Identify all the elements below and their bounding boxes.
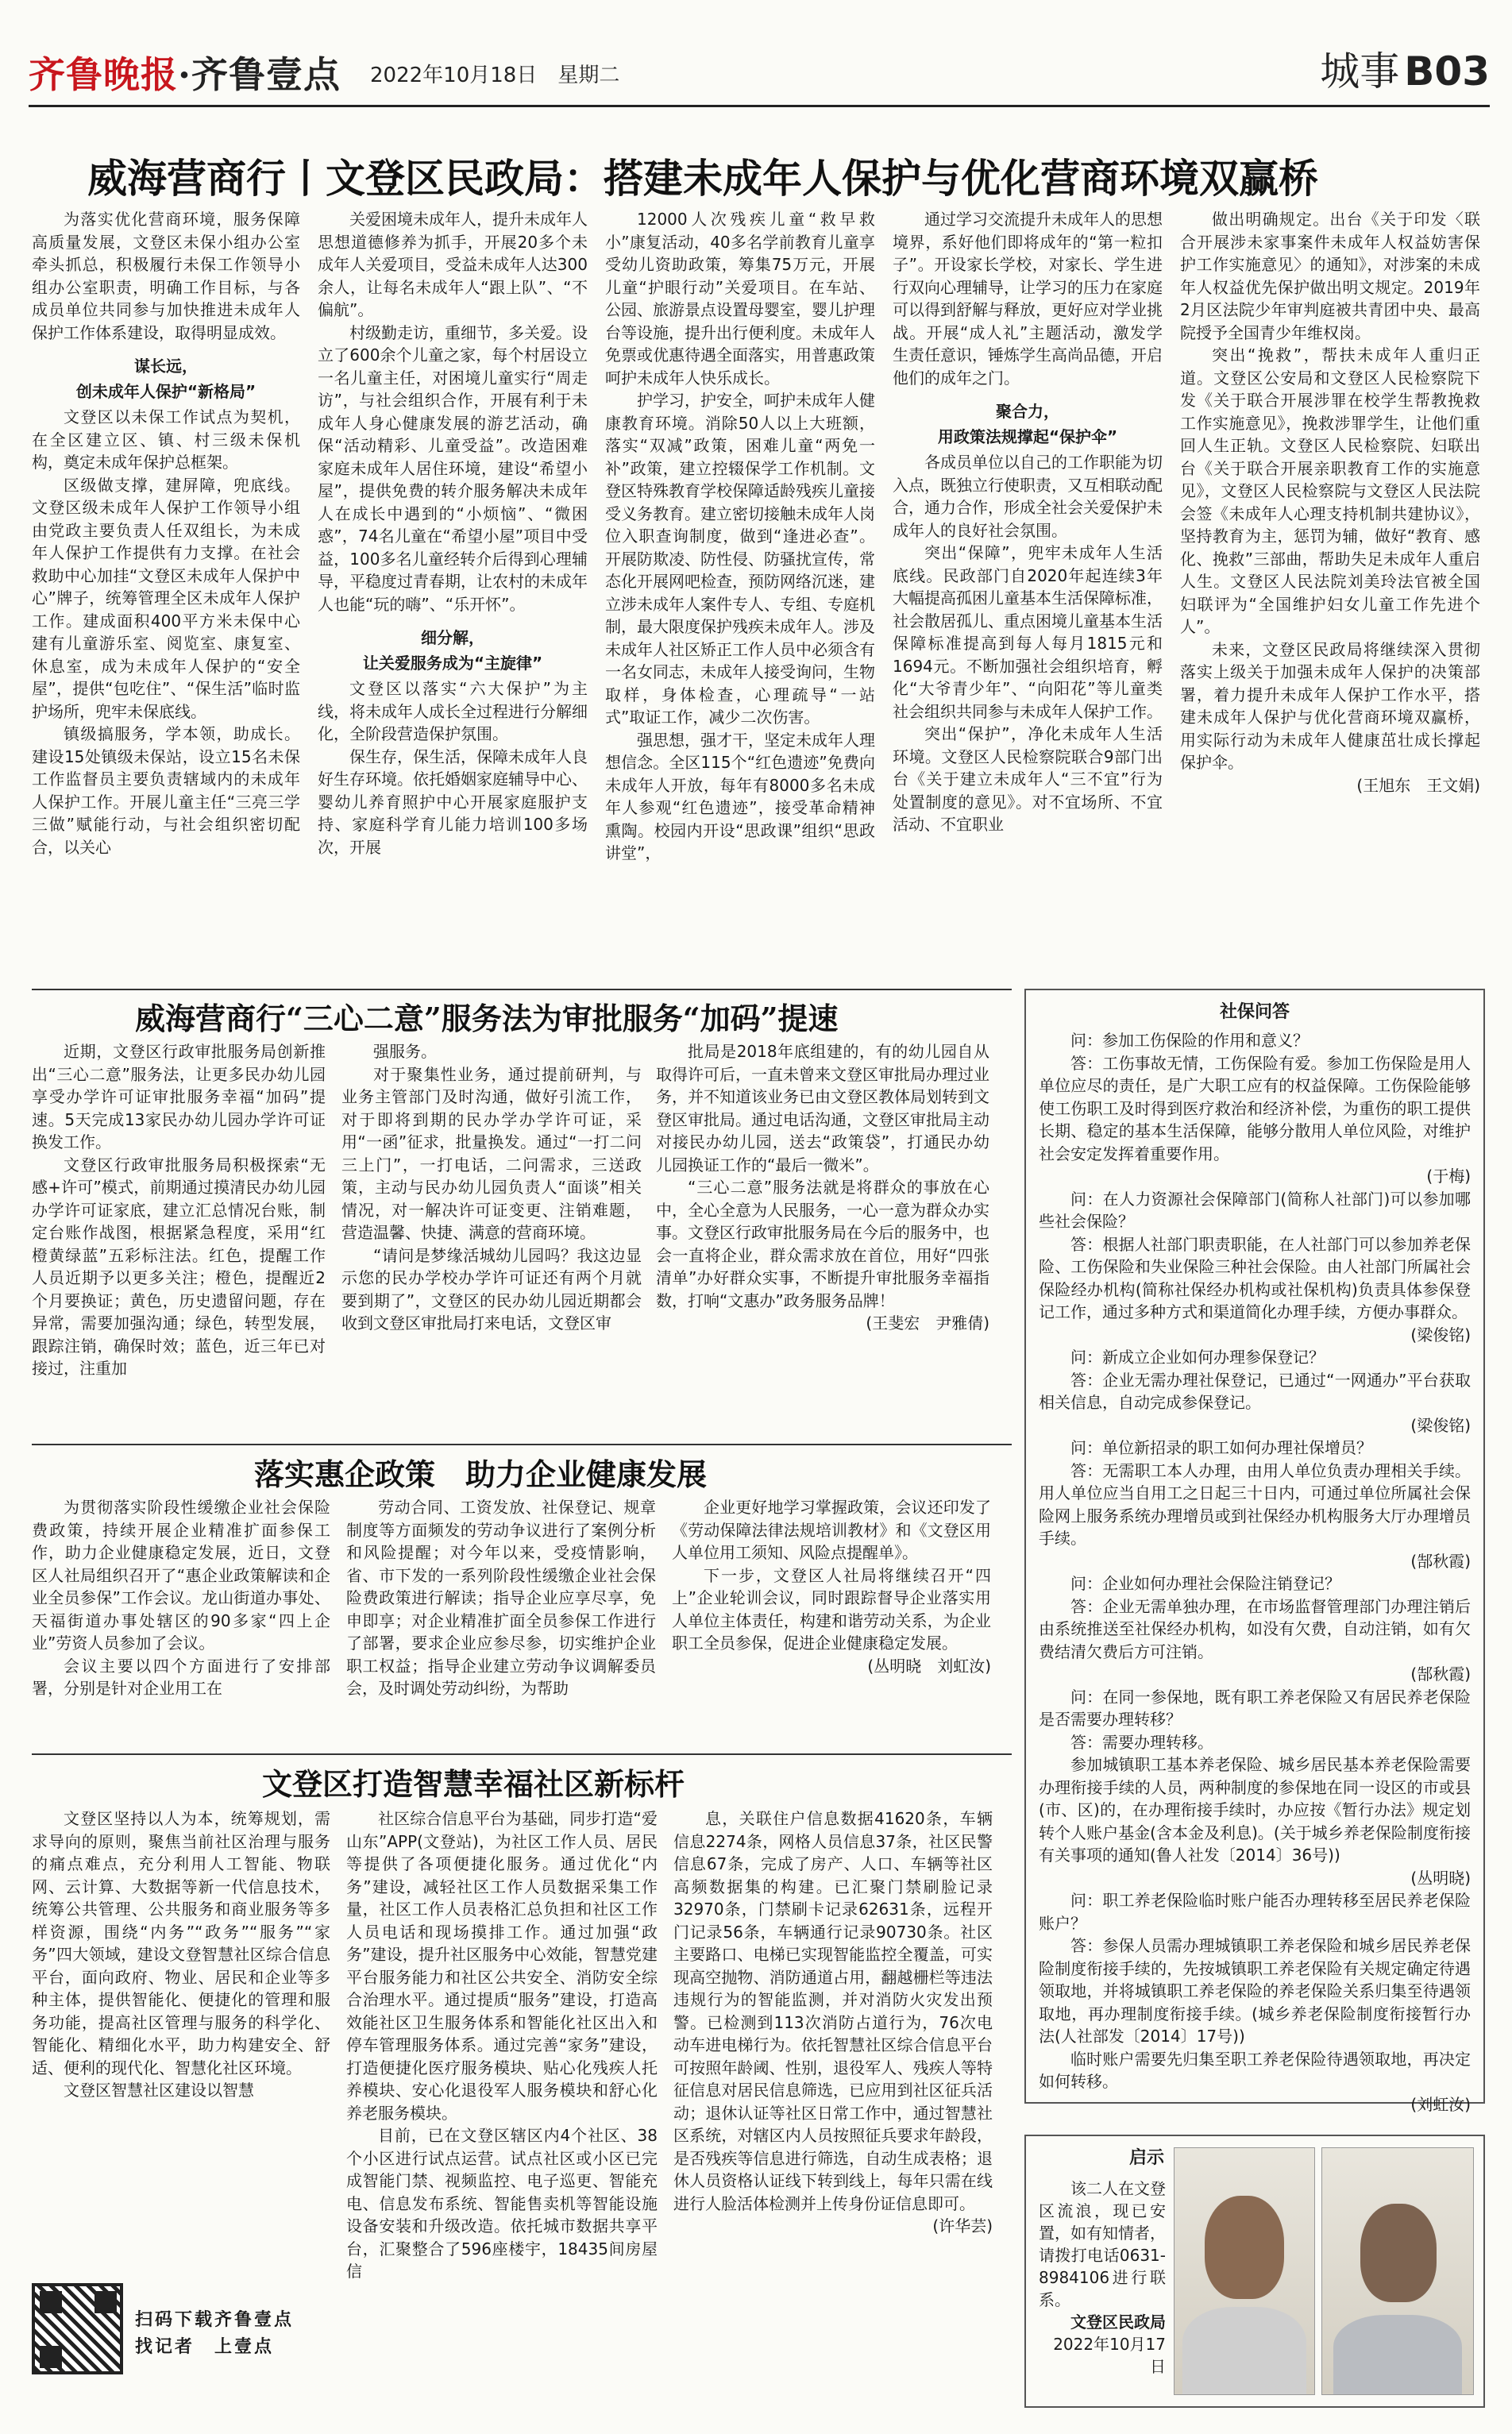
person-photo-2 (1321, 2147, 1474, 2395)
article4-byline: (许华芸) (932, 2216, 993, 2235)
qa-item: 问：参加工伤保险的作用和意义？ 答：工伤事故无情，工伤保险有爱。参加工伤保险是用人单位应尽的责任，是广大职工应有的权益保障。工伤保险能够使工伤职工及时得到医疗救治和经济补偿，为重伤的职工提供长期、稳定的基本生活保障，能够分散用人单位风险，对维护社会安定发挥着重要作用。 (于梅) (1039, 1031, 1471, 1186)
qa-list (1026, 1029, 1483, 2116)
article3-col2: 劳动合同、工资发放、社保登记、规章制度等方面频发的劳动争议进行了案例分析和风险提醒；对今年以来，受疫情影响，省、市下发的一系列阶段性缓缴企业社会保险费政策进行解读；指导企业应享尽享，免申即享；对企业精准扩面全员参保工作进行了部署，要求企业应参尽参，切实维护企业职工权益；指导企业建立劳动争议调解委员会，及时调处劳动纠纷，为帮助 (346, 1498, 656, 1698)
article4-title: 文登区打造智慧幸福社区新标杆 (262, 1766, 685, 1802)
qa-item: 问：新成立企业如何办理参保登记？ 答：企业无需办理社保登记，已通过“一网通办”平台获取相关信息，自动完成参保登记。 (梁俊铭) (1039, 1348, 1471, 1435)
qr-code-icon[interactable] (32, 2283, 123, 2374)
article1-title: 威海营商行丨文登区民政局：搭建未成年人保护与优化营商环境双赢桥 (87, 155, 1318, 202)
section-label: 城事 B03 (1320, 48, 1490, 95)
article4-col3: 息，关联住户信息数据41620条，车辆信息2274条，网格人员信息37条，社区民警信息67条，完成了房产、人口、车辆等社区高频数据集的构建。已汇聚门禁刷脸记录32970条，门禁刷卡记录62631条，远程开门记录56条，车辆通行记录90730条。社区主要路口、电梯已实现智能监控全覆盖，可实现高空抛物、消防通道占用，翻越栅栏等违法违规行为的智能监测，并对消防火灾发出预警。已检测到113次消防占道行为，76次电动车进电梯行为。依托智慧社区综合信息平台可按照年龄阈、性别，退役军人、残疾人等特征信息对居民信息筛选，已应用到社区征兵活动；退休认证等社区日常工作中，通过智慧社区系统，对辖区内人员按照征兵要求年龄段，是否残疾等信息进行筛选，自动生成表格；退休人员资格认证线下转到线上，每年只需在线进行人脸活体检测并上传身份证信息即可。 (许华芸) (673, 1807, 993, 2411)
article2-byline: (王斐宏 尹雅倩) (866, 1313, 989, 1333)
article1-col5: 做出明确规定。出台《关于印发〈联合开展涉未家事案件未成年人权益妨害保护工作实施意见〉的通知》，对涉案的未成年人权益优先保护做出明文规定。2019年2月区法院少年审判庭被共青团中央、最高院授予全国青少年维权岗。 突出“挽救”，帮扶未成年人重归正道。文登区公安局和文登区人民检察院下发《关于联合开展涉罪在校学生帮教挽救工作实施意见》，挽救涉罪学生，让他们重回人生正轨。文登区人民检察院、妇联出台《关于联合开展亲职教育工作的实施意见》，文登区人民检察院与文登区人民法院会签《未成年人心理支持机制共建协议》，坚持教育为主，惩罚为辅，做好“教育、感化、挽救”三部曲，帮助失足未成年人重启人生。文登区人民法院刘美玲法官被全国妇联评为“全国维护妇女儿童工作先进个人”。 未来，文登区民政局将继续深入贯彻落实上级关于加强未成年人保护的决策部署，着力提升未成年人保护工作水平，搭建未成年人保护与优化营商环境双赢桥，用实际行动为未成年人健康茁壮成长撑起保护伞。 (王旭东 王文娟) (1180, 208, 1480, 986)
qa-item: 问：在人力资源社会保障部门(简称人社部门)可以参加哪些社会保险？ 答：根据人社部门职责职能，在人社部门可以参加养老保险、工伤保险和失业保险三种社会保险。由人社部门所属社会保险经办机构(简称社保经办机构或社保机构)负责具体参保登记工作，通过多种方式和渠道简化办理手续，方便办事群众。 (梁俊铭) (1039, 1189, 1471, 1344)
masthead (29, 25, 1490, 107)
issue-date: 2022年10月18日 星期二 (370, 64, 620, 87)
article2-col2: 强服务。 对于聚集性业务，通过提前研判，与业务主管部门及时沟通，做好引流工作，对于即将到期的民办学办学许可证，采用“一函”征求，批量换发。通过“一打二问三上门”，一打电话，二问需求，三送政策，主动与民办幼儿园负责人“面谈”相关情况，对一解决许可证变更、注销难题，营造温馨、快捷、满意的营商环境。 “请问是梦缘活城幼儿园吗？我这边显示您的民办学校办学许可证还有两个月就要到期了”，文登区的民办幼儿园近期都会收到文登区审批局打来电话，文登区审 (341, 1042, 642, 1333)
article2-title: 威海营商行“三心二意”服务法为审批服务“加码”提速 (135, 1001, 839, 1036)
notice-title: 启示 (1129, 2148, 1165, 2168)
notice-body: 该二人在文登区流浪，现已安置，如有知情者，请拨打电话0631-8984106进行联系。 文登区民政局 2022年10月17日 (1039, 2179, 1166, 2376)
article2-col1: 近期，文登区行政审批服务局创新推出“三心二意”服务法，让更多民办幼儿园享受办学许可证审批服务幸福“加码”提速。5天完成13家民办幼儿园办学许可证换发工作。 文登区行政审批服务局积极探索“无感+许可”模式，前期通过摸清民办幼儿园办学许可证家底，建立汇总情况台账，制定台账作战图，根据紧急程度，采用“红橙黄绿蓝”五彩标注法。红色，提醒工作人员近期予以更多关注；橙色，提醒近2个月要换证；黄色，历史遗留问题，存在异常，需要加强沟通；绿色，转型发展，跟踪注销，确保时效；蓝色，近三年已对接过，注重加 (32, 1042, 326, 1378)
article1-col2: 关爱困境未成年人，提升未成年人思想道德修养为抓手，开展20多个未成年人关爱项目，受益未成年人达300余人，让每名未成年人“跟上队”、“不偏航”。 村级勤走访，重细节，多关爱。设立了600余个儿童之家，每个村居设立一名儿童主任，对困境儿童实行“周走访”，与社会组织合作，开展有利于未成年人身心健康发展的游艺活动，确保“活动精彩、儿童受益”。改造困难家庭未成年人居住环境，建设“希望小屋”，提供免费的转介服务解决未成年人在成长中遇到的“小烦恼”、“微困惑”，74名儿童在“希望小屋”项目中受益，100多名儿童经转介后得到心理辅导，平稳度过青春期，让农村的未成年人也能“玩的嗨”、“乐开怀”。 细分解， 让关爱服务成为“主旋律” 文登区以落实“六大保护”为主线，将未成年人成长全过程进行分解细化，全阶段营造保护氛围。 保生存，保生活，保障未成年人良好生存环境。依托婚姻家庭辅导中心、婴幼儿养育照护中心开展家庭服护支持、家庭科学育儿能力培训100多场次，开展 (318, 210, 588, 857)
qa-item: 问：在同一参保地，既有职工养老保险又有居民养老保险是否需要办理转移？ 答：需要办理转移。 参加城镇职工基本养老保险、城乡居民基本养老保险需要办理衔接手续的人员，两种制度的参保地在同一设区的市或县(市、区)的，在办理衔接手续时，办应按《暂行办法》规定划转个人账户基金(含本金及利息)。(关于城乡养老保险制度衔接有关事项的通知(鲁人社发〔2014〕36号)) (丛明晓) (1039, 1687, 1471, 1888)
qa-item: 问：单位新招录的职工如何办理社保增员？ 答：无需职工本人办理，由用人单位负责办理相关手续。用人单位应当自用工之日起三十日内，可通过单位所属社会保险网上服务系统办理增员或到社保经办机构服务大厅办理增员手续。 (郜秋霞) (1039, 1438, 1471, 1571)
article1-col3: 12000人次残疾儿童“救早救小”康复活动，40多名学前教育儿童享受幼儿资助政策，筹集75万元，开展儿童“护眼行动”关爱项目。在车站、公园、旅游景点设置母婴室，婴儿护理台等设施，提升出行便利度。未成年人免票或优惠待遇全面落实，用普惠政策呵护未成年人快乐成长。 护学习，护安全，呵护未成年人健康教育环境。消除50人以上大班额，落实“双减”政策，困难儿童“两免一补”政策，建立控辍保学工作机制。文登区特殊教育学校保障适龄残疾儿童接受义务教育。建立密切接触未成年人岗位入职查询制度，做到“逢进必查”。开展防欺凌、防性侵、防骚扰宣传，常态化开展网吧检查，预防网络沉迷，建立涉未成年人案件专人、专组、专庭机制，最大限度保护残疾未成年人。涉及未成年人社区矫正工作人员中必须含有一名女同志，未成年人接受询问，生物取样，身体检查，心理疏导“一站式”取证工作，减少二次伤害。 强思想，强才干，坚定未成年人理想信念。全区115个“红色遗迹”免费向未成年人开放，每年有8000多名未成年人参观“红色遗迹”，接受革命精神熏陶。校园内开设“思政课”组织“思政讲堂”， (605, 210, 875, 862)
article3-col1: 为贯彻落实阶段性缓缴企业社会保险费政策，持续开展企业精准扩面参保工作，助力企业健康稳定发展，近日，文登区人社局组织召开了“惠企业政策解读和企业全员参保”工作会议。龙山街道办事处、天福街道办事处辖区的90多家“四上企业”劳资人员参加了会议。 会议主要以四个方面进行了安排部署，分别是针对企业用工在 (32, 1498, 330, 1698)
divider (32, 1753, 1012, 1755)
newspaper-logo: 齐鲁晚报·齐鲁壹点 (29, 53, 341, 96)
person-photo-1 (1174, 2147, 1315, 2395)
article2-col3: 批局是2018年底组建的，有的幼儿园自从取得许可后，一直未曾来文登区审批局办理过业务，并不知道该业务已由文登区教体局划转到文登区审批局。通过电话沟通，文登区审批局主动对接民办幼儿园，送去“政策袋”，打通民办幼儿园换证工作的“最后一微米”。 “三心二意”服务法就是将群众的事放在心中，全心全意为人民服务，一心一意为群众办实事。文登区行政审批服务局在今后的服务中，也会一直将企业，群众需求放在首位，用好“四张清单”办好群众实事，不断提升审批服务幸福指数，打响“文惠办”政务服务品牌！ (王斐宏 尹雅倩) (656, 1040, 989, 1453)
article1-col4: 通过学习交流提升未成年人的思想境界，系好他们即将成年的“第一粒扣子”。开设家长学校，对家长、学生进行双向心理辅导，让学习的压力在家庭可以得到舒解与释放，更好应对学业挑战。开展“成人礼”主题活动，激发学生责任意识，锤炼学生高尚品德，开启他们的成年之门。 聚合力， 用政策法规撑起“保护伞” 各成员单位以自己的工作职能为切入点，既独立行使职责，又互相联动配合，通力合作，形成全社会关爱保护未成年人的良好社会氛围。 突出“保障”，兜牢未成年人生活底线。民政部门自2020年起连续3年大幅提高孤困儿童基本生活保障标准，社会散居孤儿、重点困境儿童基本生活保障标准提高到每人每月1815元和1694元。不断加强社会组织培育，孵化“大爷青少年”、“向阳花”等儿童类社会组织共同参与未成年人保护工作。 突出“保护”，净化未成年人生活环境。文登区人民检察院联合9部门出台《关于建立未成年人“三不宜”行为处置制度的意见》。对不宜场所、不宜活动、不宜职业 (893, 210, 1163, 834)
article3-title: 落实惠企政策 助力企业健康发展 (254, 1456, 708, 1492)
qa-box (1024, 989, 1485, 2114)
qa-item: 问：企业如何办理社会保险注销登记？ 答：企业无需单独办理，在市场监督管理部门办理注销后由系统推送至社保经办机构，如没有欠费，自动注销，如有欠费结清欠费后方可注销。 (郜秋霞) (1039, 1574, 1471, 1684)
article1-byline: (王旭东 王文娟) (1356, 775, 1480, 795)
divider (32, 1444, 1012, 1445)
article4-col1: 文登区坚持以人为本，统筹规划，需求导向的原则，聚焦当前社区治理与服务的痛点难点，充分利用人工智能、物联网、云计算、大数据等新一代信息技术，统筹公共管理、公共服务和商业服务等多样资源，围绕“内务”“政务”“服务”“家务”四大领域，建设文登智慧社区综合信息平台，面向政府、物业、居民和企业等多种主体，提供智能化、便捷化的管理和服务功能，提高社区管理与服务的科学化、智能化、精细化水平，助力构建安全、舒适、便利的现代化、智慧化社区环境。 文登区智慧社区建设以智慧 (32, 1809, 330, 2100)
divider (32, 989, 1012, 990)
qa-title: 社保问答 (1219, 1002, 1290, 1022)
article3-byline: (丛明晓 刘虹汝) (867, 1656, 991, 1676)
article4-col2: 社区综合信息平台为基础，同步打造“爱山东”APP(文登站)，为社区工作人员、居民等提供了各项便捷化服务。通过优化“内务”建设，减轻社区工作人员数据采集工作量，社区工作人员表格汇总负担和社区工作人员电话和现场摸排工作。通过加强“政务”建设，提升社区服务中心效能，智慧党建平台服务能力和社区公共安全、消防安全综合治理水平。通过提质“服务”建设，打造高效能社区卫生服务体系和智能化社区出入和停车管理服务体系。通过完善“家务”建设，打造便捷化医疗服务模块、贴心化残疾人托养模块、安心化退役军人服务模块和舒心化养老服务模块。 目前，已在文登区辖区内4个社区、38个小区进行试点运营。试点社区或小区已完成智能门禁、视频监控、电子巡更、智能充电、信息发布系统、智能售卖机等智能设施设备安装和升级改造。依托城市数据共享平台，汇聚整合了596座楼宇，18435间房屋信 (346, 1809, 658, 2281)
qa-item: 问：职工养老保险临时账户能否办理转移至居民养老保险账户？ 答：参保人员需办理城镇职工养老保险和城乡居民养老保险制度衔接手续的，先按城镇职工养老保险有关规定确定待遇领取地，并将城镇职工养老保险的养老保险关系归集至待遇领取地，再办理制度衔接手续。(城乡养老保险制度衔接暂行办法(人社部发〔2014〕17号)) 临时账户需要先归集至职工养老保险待遇领取地，再决定如何转移。 (刘虹汝) (1039, 1891, 1471, 2114)
article3-col3: 企业更好地学习掌握政策，会议还印发了《劳动保障法律法规培训教材》和《文登区用人单位用工须知、风险点提醒单》。 下一步，文登区人社局将继续召开“四上”企业轮训会议，同时跟踪督导企业落实用人单位主体责任，构建和谐劳动关系，为企业职工全员参保，促进企业健康稳定发展。 (丛明晓 刘虹汝) (672, 1496, 991, 1750)
qr-caption: 扫码下载齐鲁壹点 找记者 上壹点 (135, 2310, 295, 2357)
article1-col1: 为落实优化营商环境，服务保障高质量发展，文登区未保小组办公室牵头抓总，积极履行未保工作领导小组办公室职责，明确工作目标，与各成员单位共同参与加快推进未成年人保护工作体系建设，取得明显成效。 谋长远， 创未成年人保护“新格局” 文登区以未保工作试点为契机，在全区建立区、镇、村三级未保机构，奠定未成年保护总框架。 区级做支撑，建屏障，兜底线。文登区级未成年人保护工作领导小组由党政主要负责人任双组长，为未成年人保护工作提供有力支撑。在社会救助中心加挂“文登区未成年人保护中心”牌子，统筹管理全区未成年人保护工作。建成面积400平方米未保中心建有儿童游乐室、阅览室、康复室、休息室，成为未成年人保护的“安全屋”，提供“包吃住”、“保生活”临时监护场所，兜牢未保底线。 镇级搞服务，学本领，助成长。建设15处镇级未保站，设立15名未保工作监督员主要负责辖域内的未成年人保护工作。开展儿童主任“三亮三学三做”赋能行动，与社会组织密切配合，以关心 (32, 210, 300, 857)
notice-box (1024, 2135, 1485, 2408)
